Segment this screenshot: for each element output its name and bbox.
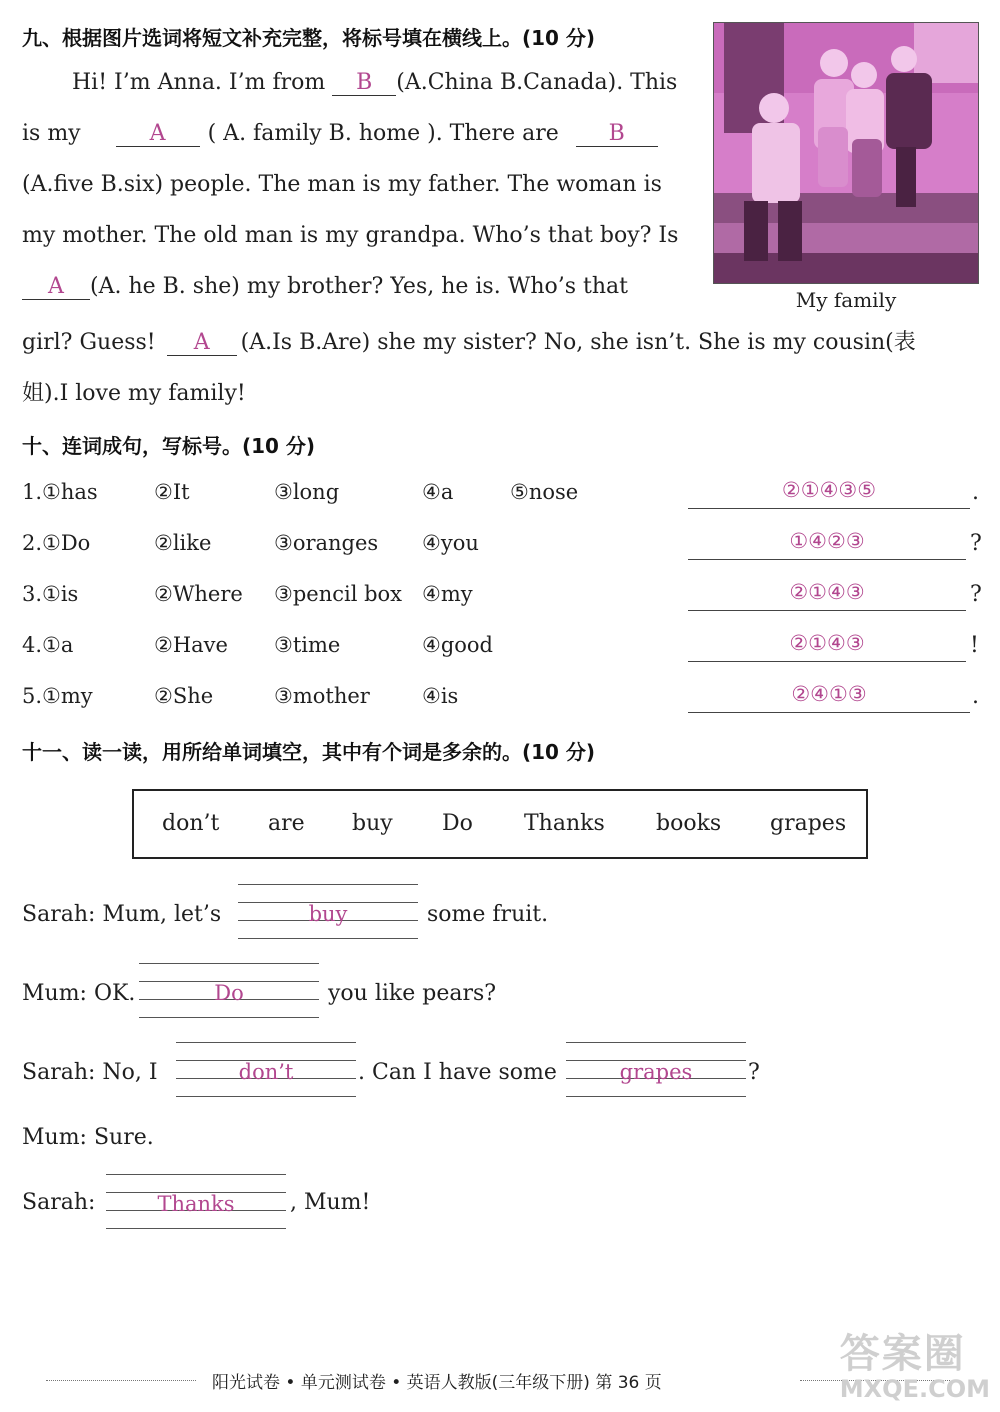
answer-blank[interactable]: A: [22, 274, 90, 300]
word-bank-item: are: [268, 811, 305, 836]
passage-line-7: 姐).I love my family!: [22, 381, 246, 406]
reorder-question-5: 5. ①my ②She ③mother ④is: [22, 684, 459, 708]
reorder-answer-3[interactable]: ②①④③: [688, 580, 966, 611]
four-line-blank[interactable]: [106, 1174, 286, 1230]
punctuation: ?: [970, 531, 982, 556]
word-bank-item: books: [656, 811, 722, 836]
word-bank-item: Do: [442, 811, 473, 836]
photo-caption: My family: [795, 288, 897, 312]
punctuation: !: [970, 633, 979, 658]
dialogue-text: , Mum!: [290, 1190, 371, 1215]
reorder-answer-4[interactable]: ②①④③: [688, 631, 966, 662]
passage-line-5: A (A. he B. she) my brother? Yes, he is. Who’s that: [22, 274, 628, 300]
watermark: [840, 1322, 990, 1403]
dialogue-speaker-text: Sarah:: [22, 1190, 96, 1215]
passage-line-2: is my A ( A. family B. home ). There are B: [22, 121, 658, 147]
dialogue-text: ?: [748, 1060, 760, 1085]
reorder-answer-2[interactable]: ①④②③: [688, 529, 966, 560]
fill-answer: grapes: [619, 1060, 693, 1084]
answer-blank[interactable]: A: [116, 121, 200, 147]
fill-answer: buy: [308, 902, 348, 926]
section11-heading: 十一、读一读，用所给单词填空，其中有个词是多余的。(10 分): [22, 740, 596, 764]
watermark-top: 答案圈: [839, 1331, 966, 1377]
word-bank-item: grapes: [770, 811, 847, 836]
word-bank-item: don’t: [162, 811, 220, 836]
passage-line-3: (A.five B.six) people. The man is my father. The woman is: [22, 172, 662, 197]
dialogue-speaker-text: Sarah: Mum, let’s: [22, 902, 222, 927]
answer-blank[interactable]: B: [332, 70, 396, 96]
answer-blank[interactable]: B: [576, 121, 658, 147]
footer-divider-left: [46, 1380, 196, 1381]
footer-text: 阳光试卷 • 单元测试卷 • 英语人教版(三年级下册) 第 36 页: [212, 1373, 662, 1393]
punctuation: .: [972, 480, 979, 505]
fill-answer: don’t: [238, 1060, 294, 1084]
reorder-question-2: 2. ①Do ②like ③oranges ④you: [22, 531, 479, 555]
family-photo: [713, 22, 979, 284]
reorder-question-1: 1. ①has ②It ③long ④a ⑤nose: [22, 480, 579, 504]
dialogue-text: . Can I have some: [358, 1060, 557, 1085]
fill-answer: Do: [214, 981, 244, 1005]
word-bank-item: Thanks: [524, 811, 605, 836]
dialogue-text: you like pears?: [328, 981, 497, 1006]
dialogue-text: some fruit.: [427, 902, 549, 927]
passage-line-4: my mother. The old man is my grandpa. Who’s that boy? Is: [22, 223, 679, 248]
dialogue-speaker-text: Mum: Sure.: [22, 1125, 154, 1150]
reorder-answer-5[interactable]: ②④①③: [688, 682, 970, 713]
reorder-answer-1[interactable]: ②①④③⑤: [688, 478, 970, 509]
four-line-blank[interactable]: [566, 1042, 746, 1098]
reorder-question-3: 3. ①is ②Where ③pencil box ④my: [22, 582, 473, 606]
four-line-blank[interactable]: [139, 963, 319, 1019]
fill-answer: Thanks: [157, 1192, 235, 1216]
passage-line-1: Hi! I’m Anna. I’m from B (A.China B.Canada). This: [72, 70, 678, 95]
four-line-blank[interactable]: [238, 884, 418, 940]
reorder-question-4: 4. ①a ②Have ③time ④good: [22, 633, 493, 657]
four-line-blank[interactable]: [176, 1042, 356, 1098]
punctuation: ?: [970, 582, 982, 607]
punctuation: .: [972, 684, 979, 709]
family-photo-illustration: [714, 23, 979, 284]
dialogue-speaker-text: Mum: OK.: [22, 981, 136, 1006]
word-bank-item: buy: [352, 811, 393, 836]
passage-line-6: girl? Guess! A (A.Is B.Are) she my sister? No, she isn’t. She is my cousin(表: [22, 330, 916, 355]
word-bank: [132, 789, 868, 859]
watermark-bottom: MXQE.COM: [839, 1375, 990, 1403]
dialogue-speaker-text: Sarah: No, I: [22, 1060, 158, 1085]
answer-blank[interactable]: A: [167, 330, 237, 356]
section9-heading: 九、根据图片选词将短文补充完整，将标号填在横线上。(10 分): [22, 26, 596, 50]
section10-heading: 十、连词成句，写标号。(10 分): [22, 434, 316, 458]
